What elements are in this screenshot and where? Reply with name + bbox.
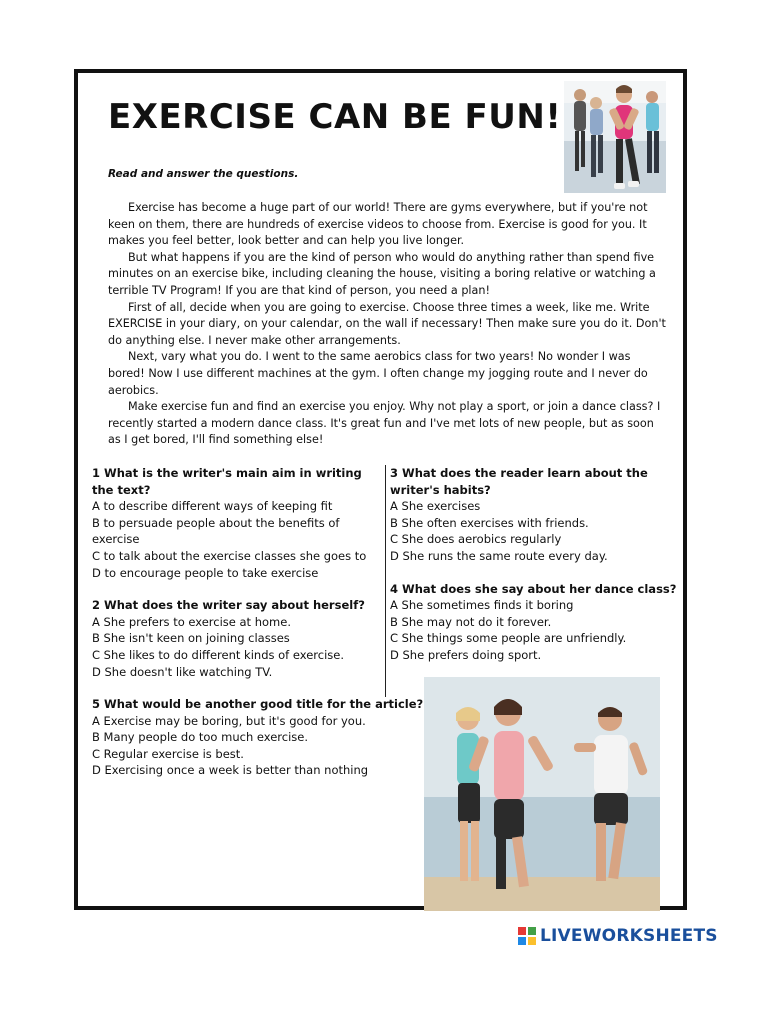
answer-option[interactable]: D She runs the same route every day. xyxy=(390,548,608,563)
answer-option[interactable]: A She sometimes finds it boring xyxy=(390,598,574,613)
worksheet-title: EXERCISE CAN BE FUN! xyxy=(108,97,562,137)
question-title: 1 What is the writer's main aim in writing the text? xyxy=(92,466,362,497)
instruction-text: Read and answer the questions. xyxy=(108,168,299,180)
question-title: 2 What does the writer say about herself? xyxy=(92,598,365,613)
question-3 xyxy=(390,465,685,565)
passage-paragraph: First of all, decide when you are going to exercise. Choose three times a week, like me. Write EXERCISE in your diary, on your calendar, on the wall if necessary! Then make sure you do it. Don't do anything else. I never make other arrangements. xyxy=(108,300,666,347)
answer-option[interactable]: C She likes to do different kinds of exercise. xyxy=(92,647,345,662)
question-title: 5 What would be another good title for the article? xyxy=(92,697,424,711)
answer-option[interactable]: B She may not do it forever. xyxy=(390,614,552,629)
answer-option[interactable]: A She prefers to exercise at home. xyxy=(92,614,291,629)
questions-right-column xyxy=(390,465,685,680)
questions-left-column xyxy=(92,465,382,696)
answer-option[interactable]: A She exercises xyxy=(390,499,481,514)
answer-option[interactable]: C She does aerobics regularly xyxy=(390,532,562,547)
question-4 xyxy=(390,581,685,664)
answer-option[interactable]: B to persuade people about the benefits of exercise xyxy=(92,515,340,547)
answer-option[interactable]: C She things some people are unfriendly. xyxy=(390,631,627,646)
column-divider xyxy=(385,465,386,697)
answer-option[interactable]: D She prefers doing sport. xyxy=(390,647,542,662)
question-1 xyxy=(92,465,382,581)
answer-option[interactable]: C Regular exercise is best. xyxy=(92,746,244,761)
answer-option[interactable]: D Exercising once a week is better than nothing xyxy=(92,763,369,778)
answer-option[interactable]: A Exercise may be boring, but it's good for you. xyxy=(92,713,366,728)
passage-paragraph: But what happens if you are the kind of person who would do anything rather than spend five minutes on an exercise bike, including cleaning the house, visiting a boring relative or watching a terrible TV Program! If you are that kind of person, you need a plan! xyxy=(108,250,656,297)
reading-passage xyxy=(108,200,668,449)
question-title: 4 What does she say about her dance class? xyxy=(390,581,677,596)
answer-option[interactable]: D She doesn't like watching TV. xyxy=(92,664,273,679)
answer-option[interactable]: B She isn't keen on joining classes xyxy=(92,631,290,646)
answer-option[interactable]: B She often exercises with friends. xyxy=(390,515,589,530)
question-title: 3 What does the reader learn about the writer's habits? xyxy=(390,466,648,497)
question-2 xyxy=(92,597,382,680)
answer-option[interactable]: A to describe different ways of keeping fit xyxy=(92,499,333,514)
passage-paragraph: Make exercise fun and find an exercise you enjoy. Why not play a sport, or join a dance class? I recently started a modern dance class. It's great fun and I've met lots of new people, but as soon as I get bored, I'll find something else! xyxy=(108,400,661,447)
passage-paragraph: Exercise has become a huge part of our world! There are gyms everywhere, but if you're not keen on them, there are hundreds of exercise videos to choose from. Exercise is good for you. It makes you feel better, look better and can help you live longer. xyxy=(108,201,648,248)
logo-text: LIVEWORKSHEETS xyxy=(540,926,718,946)
beach-runners-photo xyxy=(424,677,660,911)
answer-option[interactable]: C to talk about the exercise classes she goes to xyxy=(92,548,367,563)
liveworksheets-logo[interactable] xyxy=(518,925,718,947)
passage-paragraph: Next, vary what you do. I went to the same aerobics class for two years! No wonder I was bored! Now I use different machines at the gym. I often change my jogging route and I never do aerobics. xyxy=(108,350,648,397)
worksheet-page xyxy=(74,69,687,910)
question-5 xyxy=(92,696,422,779)
answer-option[interactable]: D to encourage people to take exercise xyxy=(92,565,319,580)
answer-option[interactable]: B Many people do too much exercise. xyxy=(92,730,309,745)
aerobics-class-photo xyxy=(564,81,666,193)
liveworksheets-logo-icon xyxy=(518,927,536,945)
